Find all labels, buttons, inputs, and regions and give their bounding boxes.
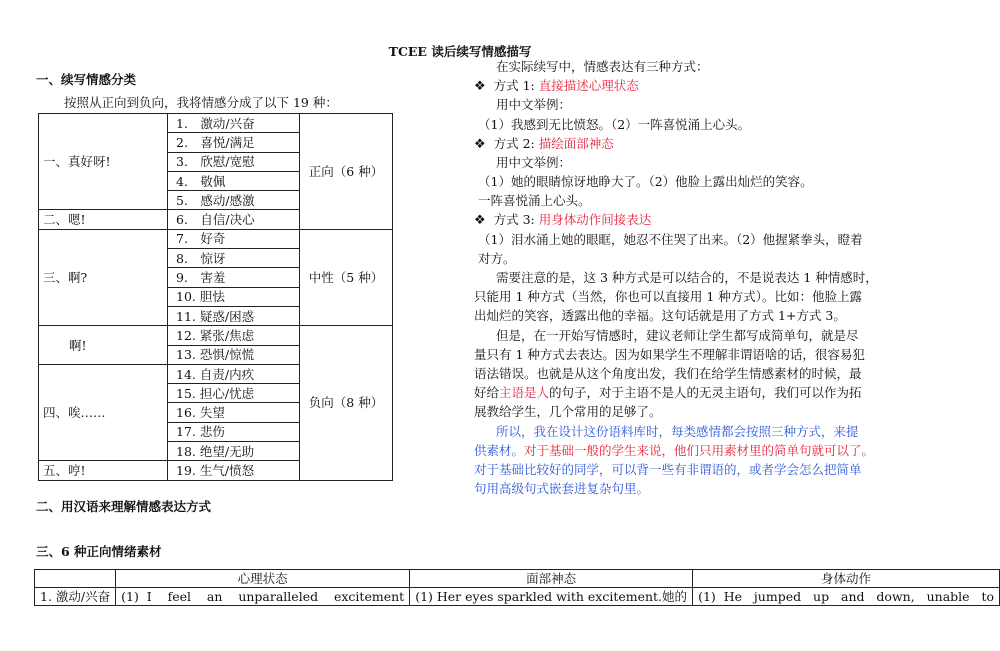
emotion-item: 3. 欣慰/宽慰: [168, 152, 300, 171]
column-header: [35, 570, 116, 588]
classification-intro: 按照从正向到负向，我将情感分成了以下 19 种：: [64, 95, 338, 110]
section1-heading: 一、续写情感分类: [36, 72, 137, 87]
column-header-body-action: 身体动作: [693, 570, 1000, 588]
paragraph3-basic-students: 对于基础一般的学生来说，他们只用素材里的简单句就可以了。: [524, 443, 875, 458]
emotion-item: 16. 失望: [168, 403, 300, 422]
direction-negative: 负向（8 种）: [300, 326, 393, 480]
emotion-item: 13. 恐惧/惊慌: [168, 345, 300, 364]
method3-example-1: （1）泪水涌上她的眼眶，她忍不住哭了出来。（2）他握紧拳头，瞪着: [478, 232, 863, 247]
table-cell: 1. 激动/兴奋: [35, 588, 116, 606]
paragraph2-segment: 的句子，对于主语不是人的无灵主语句，我们可以作为拓: [549, 385, 862, 400]
method1-example: （1）我感到无比愤怒。（2）一阵喜悦涌上心头。: [478, 117, 751, 132]
paragraph2-line: 语法错误。也就是从这个角度出发，我们在给学生情感素材的时候，最: [474, 366, 862, 381]
emotion-item: 8. 惊讶: [168, 249, 300, 268]
section2-heading: 二、用汉语来理解情感表达方式: [36, 499, 212, 514]
emotion-item: 10. 胆怯: [168, 287, 300, 306]
paragraph3-segment: 供素材。: [474, 443, 525, 458]
paragraph1-line: 需要注意的是，这 3 种方式是可以结合的，不是说表达 1 种情感时，: [496, 270, 878, 285]
emotion-item: 12. 紧张/焦虑: [168, 326, 300, 345]
method1-line: [474, 77, 639, 96]
method1-title: 直接描述心理状态: [538, 78, 639, 93]
paragraph2-line: 展教给学生，几个常用的足够了。: [474, 404, 662, 419]
method2-title: 描绘面部神态: [538, 136, 614, 151]
diamond-bullet-icon: ❖: [474, 213, 486, 228]
section3-heading: 三、6 种正向情绪素材: [36, 544, 162, 559]
method1-prefix: 方式 1:: [493, 78, 535, 93]
page-title: TCEE 读后续写情感描写: [388, 44, 532, 59]
emotion-item: 4. 敬佩: [168, 171, 300, 190]
emotion-item: 18. 绝望/无助: [168, 442, 300, 461]
group-label: 三、啊?: [39, 229, 168, 325]
diamond-bullet-icon: ❖: [474, 137, 486, 152]
paragraph1-line: 只能用 1 种方式（当然，你也可以直接用 1 种方式）。比如：他脸上露: [474, 289, 863, 304]
emotion-item: 5. 感动/感激: [168, 191, 300, 210]
table-cell: (1) I feel an unparalleled excitement: [116, 588, 410, 606]
method2-example-1: （1）她的眼睛惊讶地睁大了。（2）他脸上露出灿烂的笑容。: [478, 174, 813, 189]
method2-line: [474, 135, 614, 154]
positive-emotion-material-table: [34, 569, 1000, 606]
column-header-facial-expression: 面部神态: [410, 570, 693, 588]
group-label: 四、唉……: [39, 364, 168, 460]
emotion-item: 1. 激动/兴奋: [168, 114, 300, 133]
emotion-item: 15. 担心/忧虑: [168, 384, 300, 403]
paragraph2-line: 但是，在一开始写情感时，建议老师让学生都写成简单句，就是尽: [496, 328, 859, 343]
table-cell: (1) Her eyes sparkled with excitement.她的: [410, 588, 693, 606]
paragraph3-line-mixed: [474, 442, 874, 460]
group-label: 啊!: [39, 326, 168, 365]
method3-example-2: 对方。: [478, 251, 516, 266]
emotion-item: 14. 自责/内疚: [168, 364, 300, 383]
paragraph3-line: 句用高级句式嵌套进复杂句里。: [474, 481, 650, 496]
group-label: 二、嗯!: [39, 210, 168, 229]
methods-intro: 在实际续写中，情感表达有三种方式：: [496, 59, 709, 74]
method3-prefix: 方式 3:: [493, 212, 535, 227]
group-label: 一、真好呀!: [39, 114, 168, 210]
method2-example-2: 一阵喜悦涌上心头。: [478, 193, 591, 208]
emotion-item: 19. 生气/愤怒: [168, 461, 300, 480]
method1-example-label: 用中文举例：: [496, 97, 572, 112]
emotion-classification-table: [38, 113, 393, 481]
direction-positive: 正向（6 种）: [300, 114, 393, 230]
paragraph3-line: 对于基础比较好的同学，可以背一些有非谓语的，或者学会怎么把简单: [474, 462, 862, 477]
emotion-item: 11. 疑惑/困惑: [168, 306, 300, 325]
emotion-item: 2. 喜悦/满足: [168, 133, 300, 152]
paragraph1-line: 出灿烂的笑容，透露出他的幸福。这句话就是用了方式 1+方式 3。: [474, 308, 846, 323]
method3-title: 用身体动作间接表达: [538, 212, 652, 227]
subject-is-person-highlight: 主语是人: [499, 385, 550, 400]
paragraph2-line: 量只有 1 种方式去表达。因为如果学生不理解非谓语啥的话，很容易犯: [474, 347, 865, 362]
paragraph2-line-highlight: [474, 384, 862, 402]
group-label: 五、哼!: [39, 461, 168, 480]
emotion-item: 9. 害羞: [168, 268, 300, 287]
table-row: [35, 588, 1000, 606]
paragraph2-segment: 好给: [474, 385, 500, 400]
emotion-item: 6. 自信/决心: [168, 210, 300, 229]
table-cell: (1) He jumped up and down, unable to: [693, 588, 1000, 606]
method2-prefix: 方式 2:: [493, 136, 535, 151]
column-header-mental-state: 心理状态: [116, 570, 410, 588]
diamond-bullet-icon: ❖: [474, 79, 486, 94]
emotion-item: 17. 悲伤: [168, 422, 300, 441]
emotion-item: 7. 好奇: [168, 229, 300, 248]
direction-neutral: 中性（5 种）: [300, 229, 393, 325]
method2-example-label: 用中文举例：: [496, 155, 572, 170]
paragraph3-line: 所以，我在设计这份语料库时，每类感情都会按照三种方式，来提: [496, 424, 859, 439]
method3-line: [474, 211, 651, 230]
